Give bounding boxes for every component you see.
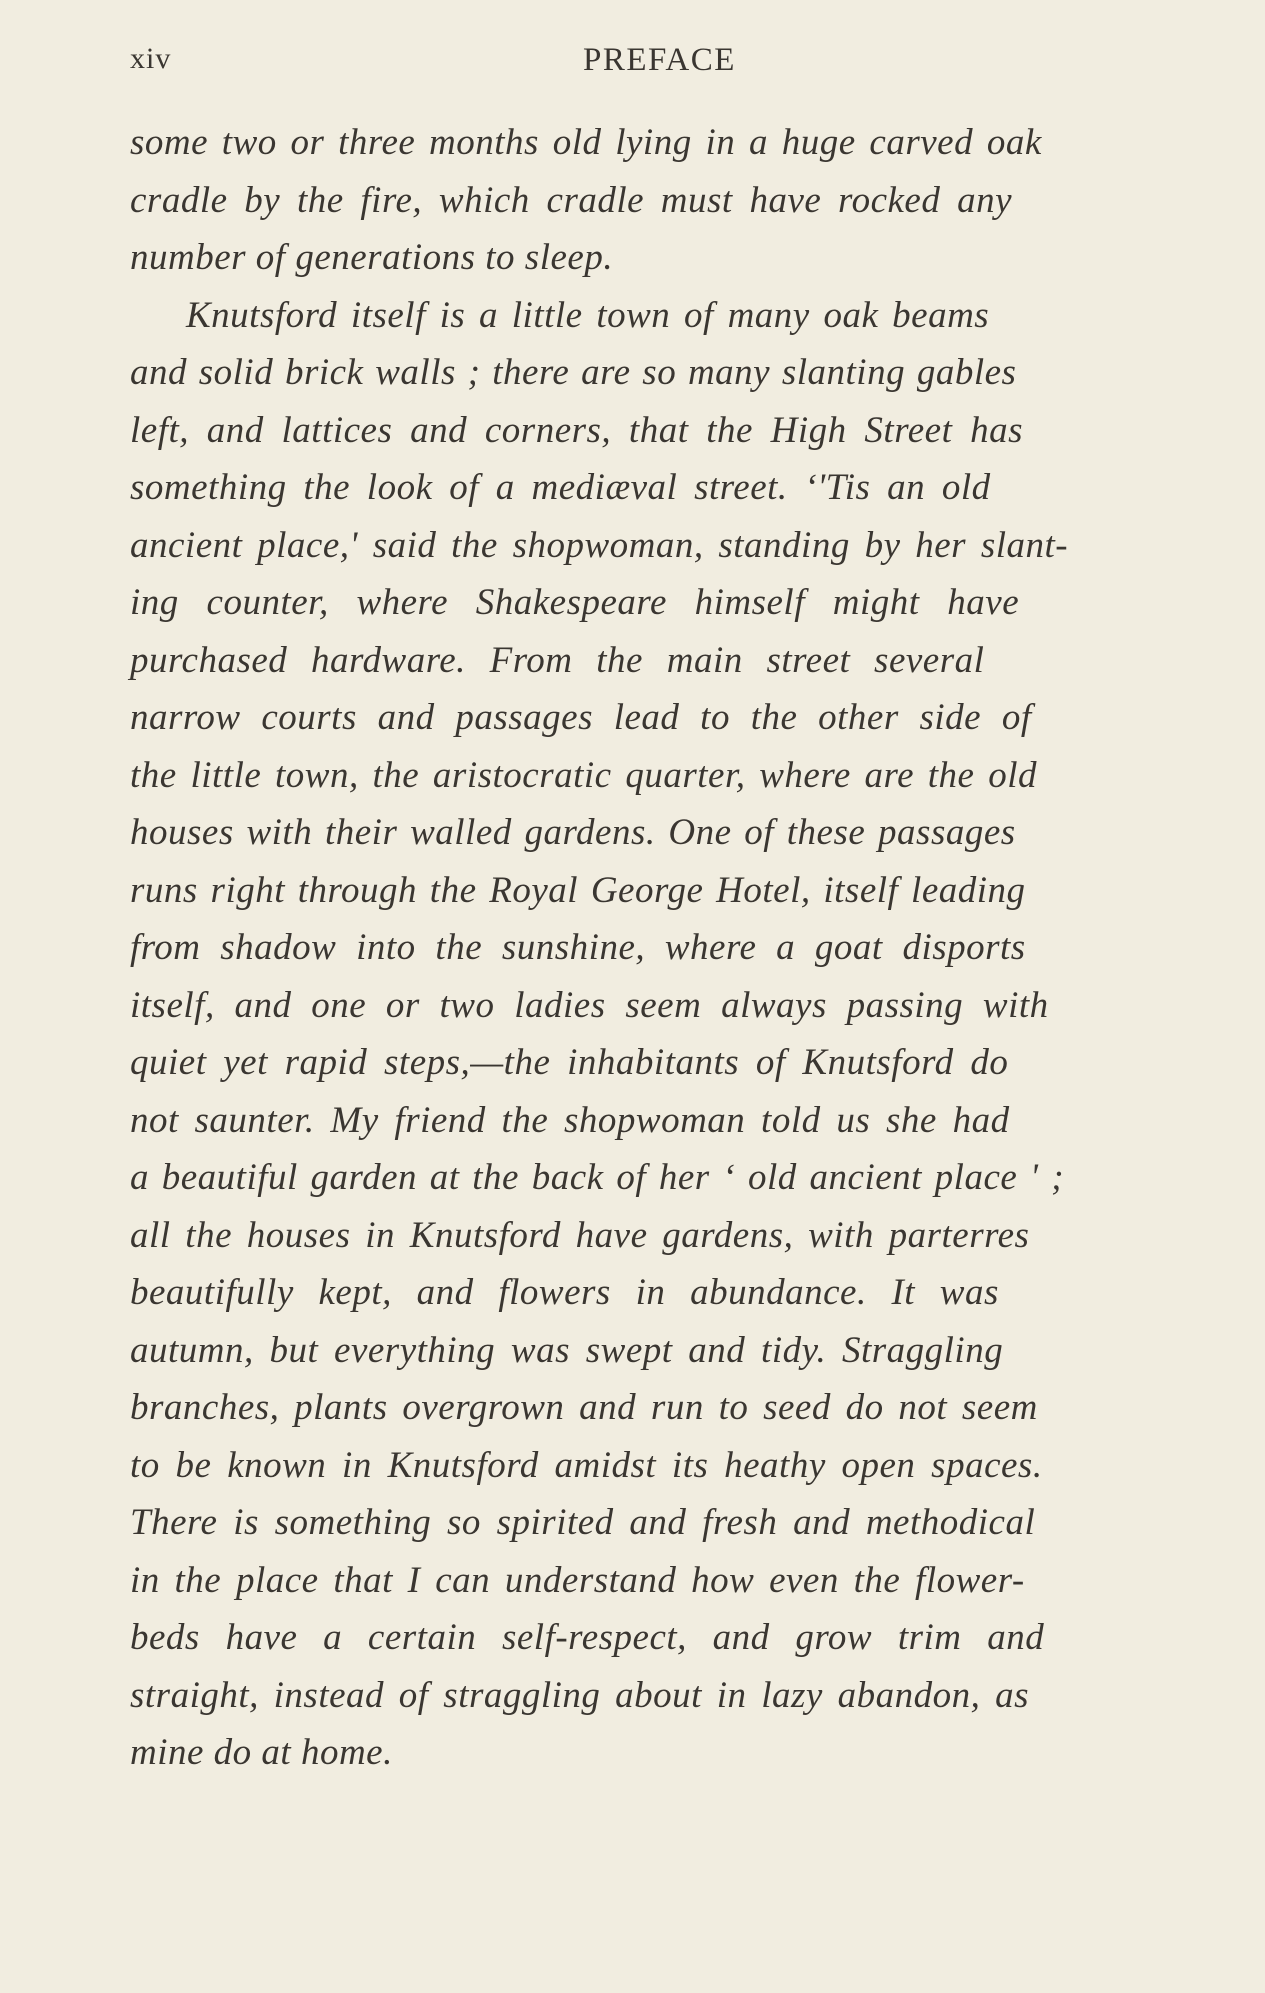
text-line: narrow courts and passages lead to the other side of <box>130 697 1032 738</box>
text-line: a beautiful garden at the back of her ‘ old ancient place ' ; <box>130 1157 1065 1198</box>
text-line: not saunter. My friend the shopwoman told us she had <box>130 1099 1010 1141</box>
text-line: mine do at home. <box>130 1732 393 1773</box>
text-line: Knutsford itself is a little town of many oak beams <box>186 294 990 336</box>
text-line: purchased hardware. From the main street several <box>130 639 985 681</box>
text-line: straight, instead of straggling about in lazy abandon, as <box>130 1674 1029 1716</box>
text-line: branches, plants overgrown and run to seed do not seem <box>130 1387 1038 1428</box>
text-line: all the houses in Knutsford have gardens, with parterres <box>130 1214 1030 1256</box>
text-line: to be known in Knutsford amidst its heathy open spaces. <box>130 1444 1043 1486</box>
text-line: some two or three months old lying in a huge carved oak <box>130 122 1042 163</box>
text-line: and solid brick walls ; there are so many slanting gables <box>130 352 1017 393</box>
page-title: PREFACE <box>583 42 736 78</box>
text-line: beautifully kept, and flowers in abundance. It was <box>130 1272 999 1313</box>
text-line: something the look of a mediæval street. ‘'Tis an old <box>130 467 991 508</box>
text-line: quiet yet rapid steps,—the inhabitants of Knutsford do <box>130 1042 1009 1083</box>
text-line: ing counter, where Shakespeare himself might have <box>130 582 1020 623</box>
text-line: itself, and one or two ladies seem always passing with <box>130 984 1049 1026</box>
text-line: beds have a certain self-respect, and grow trim and <box>130 1617 1045 1658</box>
text-line: autumn, but everything was swept and tidy. Straggling <box>130 1329 1004 1371</box>
text-line: in the place that I can understand how even the flower- <box>130 1559 1025 1601</box>
text-line: houses with their walled gardens. One of these passages <box>130 812 1016 853</box>
text-line: number of generations to sleep. <box>130 237 614 278</box>
text-line: runs right through the Royal George Hotel, itself leading <box>130 869 1026 911</box>
running-head <box>130 42 1210 92</box>
text-line: There is something so spirited and fresh and methodical <box>130 1502 1036 1543</box>
text-line: the little town, the aristocratic quarter, where are the old <box>130 754 1037 796</box>
text-line: cradle by the fire, which cradle must have rocked any <box>130 179 1013 221</box>
page-number: xiv <box>130 42 172 75</box>
body-text <box>130 114 1220 1782</box>
text-line: ancient place,' said the shopwoman, standing by her slant- <box>130 524 1069 566</box>
text-line: left, and lattices and corners, that the High Street has <box>130 409 1024 451</box>
text-line: from shadow into the sunshine, where a goat disports <box>130 927 1026 968</box>
